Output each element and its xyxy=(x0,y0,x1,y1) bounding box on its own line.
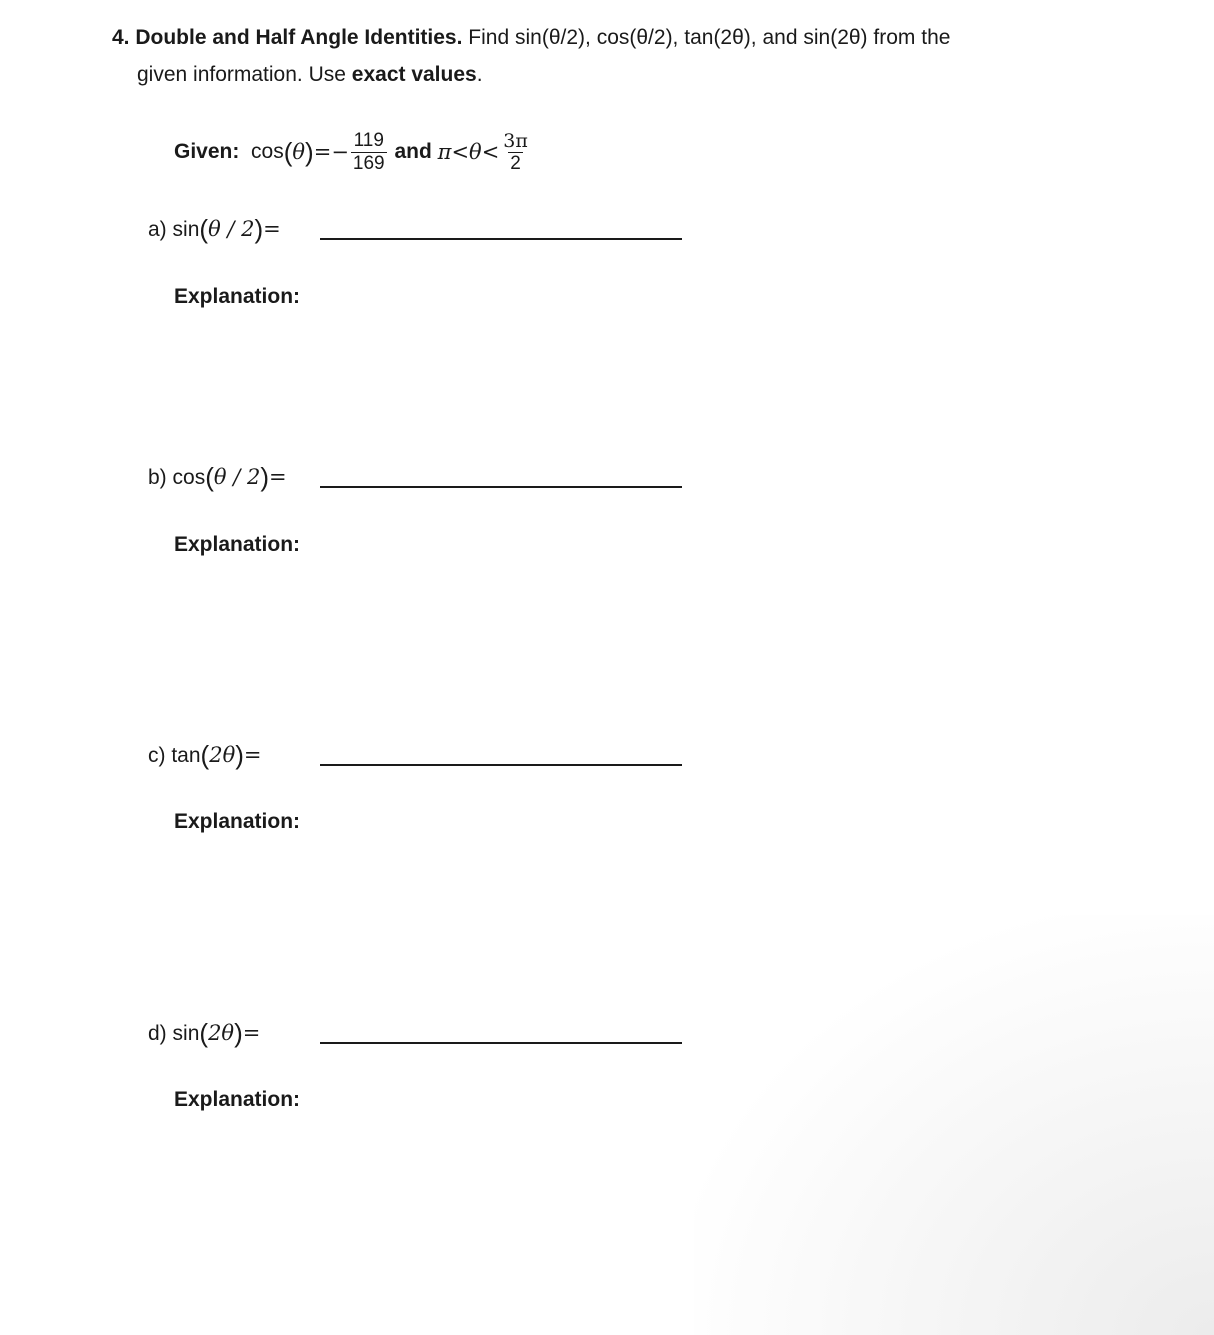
part-d-label: d) xyxy=(148,1022,167,1045)
part-a-close-paren: ) xyxy=(254,214,264,244)
given-statement xyxy=(174,122,532,182)
part-a-label: a) xyxy=(148,218,167,241)
part-a-arg: θ / 2 xyxy=(208,217,255,241)
given-fraction-denominator: 169 xyxy=(352,152,385,174)
problem-statement-line1 xyxy=(112,26,950,50)
given-inequality: π<θ< xyxy=(437,140,500,164)
part-b-prompt xyxy=(148,462,287,493)
given-lhs: cos xyxy=(251,140,284,163)
given-bound-denominator: 2 xyxy=(510,152,521,174)
given-bound-fraction xyxy=(501,130,530,175)
part-d-arg: 2θ xyxy=(208,1021,235,1045)
part-d-open-paren: ( xyxy=(199,1018,209,1048)
problem-number: 4. xyxy=(112,26,130,49)
part-c-label: c) xyxy=(148,744,166,767)
part-c-prompt xyxy=(148,740,262,771)
part-d-answer-blank[interactable] xyxy=(320,1042,682,1044)
problem-title: Double and Half Angle Identities. xyxy=(135,26,463,49)
part-d-prompt xyxy=(148,1018,260,1049)
part-a-equals: = xyxy=(263,217,281,241)
part-c-func: tan xyxy=(171,744,201,767)
given-bound-numerator: 3π xyxy=(503,129,528,152)
given-equals: =− xyxy=(313,140,349,164)
part-a-prompt xyxy=(148,214,281,245)
part-a-func: sin xyxy=(172,218,200,241)
target-from-the: from the xyxy=(873,26,951,49)
target-tan-double: tan(2θ), xyxy=(684,26,757,49)
target-sin-double: sin(2θ) xyxy=(803,26,868,49)
part-d-explanation-label: Explanation: xyxy=(174,1088,301,1111)
part-c-explanation-label: Explanation: xyxy=(174,810,301,833)
target-and: and xyxy=(762,26,798,49)
target-cos-half: cos(θ/2), xyxy=(596,26,679,49)
part-a-open-paren: ( xyxy=(199,214,209,244)
problem-statement-line2 xyxy=(137,63,483,87)
part-b-func: cos xyxy=(172,466,206,489)
given-conjunction: and xyxy=(394,140,432,163)
target-sin-half: sin(θ/2), xyxy=(515,26,591,49)
problem-intro: Find xyxy=(468,26,510,49)
part-b-arg: θ / 2 xyxy=(213,465,261,489)
part-c-answer-blank[interactable] xyxy=(320,764,682,766)
page-shadow xyxy=(694,915,1214,1335)
part-b-label: b) xyxy=(148,466,167,489)
part-c-open-paren: ( xyxy=(200,740,210,770)
given-label: Given: xyxy=(174,140,240,163)
part-d-close-paren: ) xyxy=(234,1018,243,1048)
part-d-equals: = xyxy=(242,1021,261,1045)
part-c-equals: = xyxy=(243,743,262,767)
part-c-arg: 2θ xyxy=(209,743,236,767)
part-b-open-paren: ( xyxy=(205,462,214,492)
part-b-answer-blank[interactable] xyxy=(320,486,682,488)
line2-prefix: given information. Use xyxy=(137,63,346,86)
part-c-close-paren: ) xyxy=(235,740,244,770)
part-b-close-paren: ) xyxy=(260,462,269,492)
given-arg: θ xyxy=(292,140,306,164)
part-b-explanation-label: Explanation: xyxy=(174,533,301,556)
part-b-equals: = xyxy=(269,465,287,489)
given-close-paren: ) xyxy=(305,136,314,167)
line2-bold: exact values xyxy=(351,63,477,86)
part-a-answer-blank[interactable] xyxy=(320,238,682,240)
line2-suffix: . xyxy=(476,63,483,86)
given-open-paren: ( xyxy=(283,136,293,167)
part-d-func: sin xyxy=(172,1022,200,1045)
given-fraction-numerator: 119 xyxy=(353,129,384,151)
given-fraction xyxy=(351,130,387,175)
part-a-explanation-label: Explanation: xyxy=(174,285,301,308)
